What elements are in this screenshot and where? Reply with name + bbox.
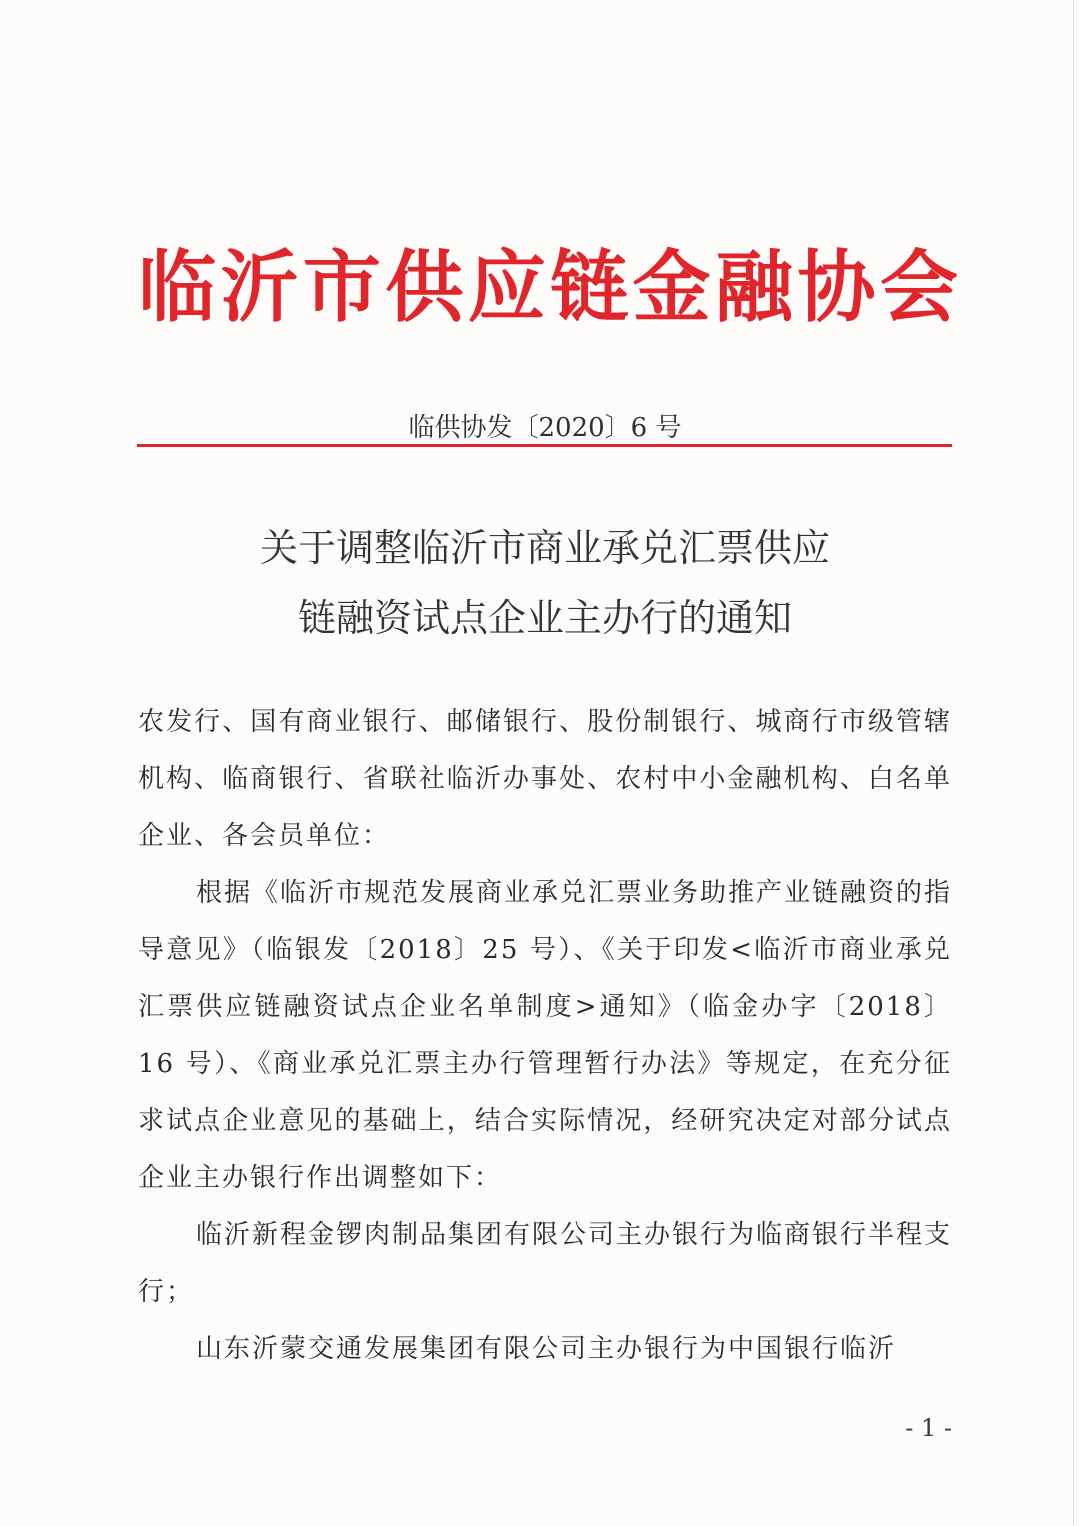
- body-paragraph-2: 临沂新程金锣肉制品集团有限公司主办银行为临商银行半程支行；: [138, 1220, 953, 1307]
- org-name-char: 链: [550, 243, 629, 333]
- org-name-char: 融: [715, 243, 794, 333]
- document-body: [138, 694, 952, 1378]
- document-title-line-1: 关于调整临沂市商业承兑汇票供应: [259, 526, 830, 570]
- document-number: 临供协发〔2020〕6 号: [408, 413, 682, 443]
- page-number: - 1 -: [905, 1414, 952, 1442]
- org-name-char: 会: [879, 243, 958, 333]
- org-name-char: 临: [138, 243, 217, 333]
- org-name-char: 协: [797, 243, 876, 333]
- body-paragraph-3: 山东沂蒙交通发展集团有限公司主办银行为中国银行临沂: [196, 1334, 897, 1364]
- body-paragraph-1: 根据《临沂市规范发展商业承兑汇票业务助推产业链融资的指导意见》（临银发〔2018〕25 号）、《关于印发<临沂市商业承兑汇票供应链融资试点企业名单制度>通知》（临金办字〔2018〕16 号）、《商业承兑汇票主办行管理暂行办法》等规定，在充分征求试点企业意见的基础上，结合实际情况，经研究决定对部分试点企业主办银行作出调整如下：: [138, 878, 953, 1193]
- addressee-paragraph: 农发行、国有商业银行、邮储银行、股份制银行、城商行市级管辖机构、临商银行、省联社临沂办事处、农村中小金融机构、白名单企业、各会员单位：: [138, 707, 952, 851]
- org-name-char: 市: [302, 243, 381, 333]
- red-divider-line: [137, 444, 952, 447]
- org-name-char: 沂: [220, 243, 299, 333]
- org-name-char: 供: [385, 243, 464, 333]
- document-title-line-2: 链融资试点企业主办行的通知: [297, 596, 792, 640]
- page-edge: [1073, 0, 1074, 1526]
- org-name-char: 应: [467, 243, 546, 333]
- org-name-char: 金: [632, 243, 711, 333]
- organization-name-header: [138, 238, 958, 338]
